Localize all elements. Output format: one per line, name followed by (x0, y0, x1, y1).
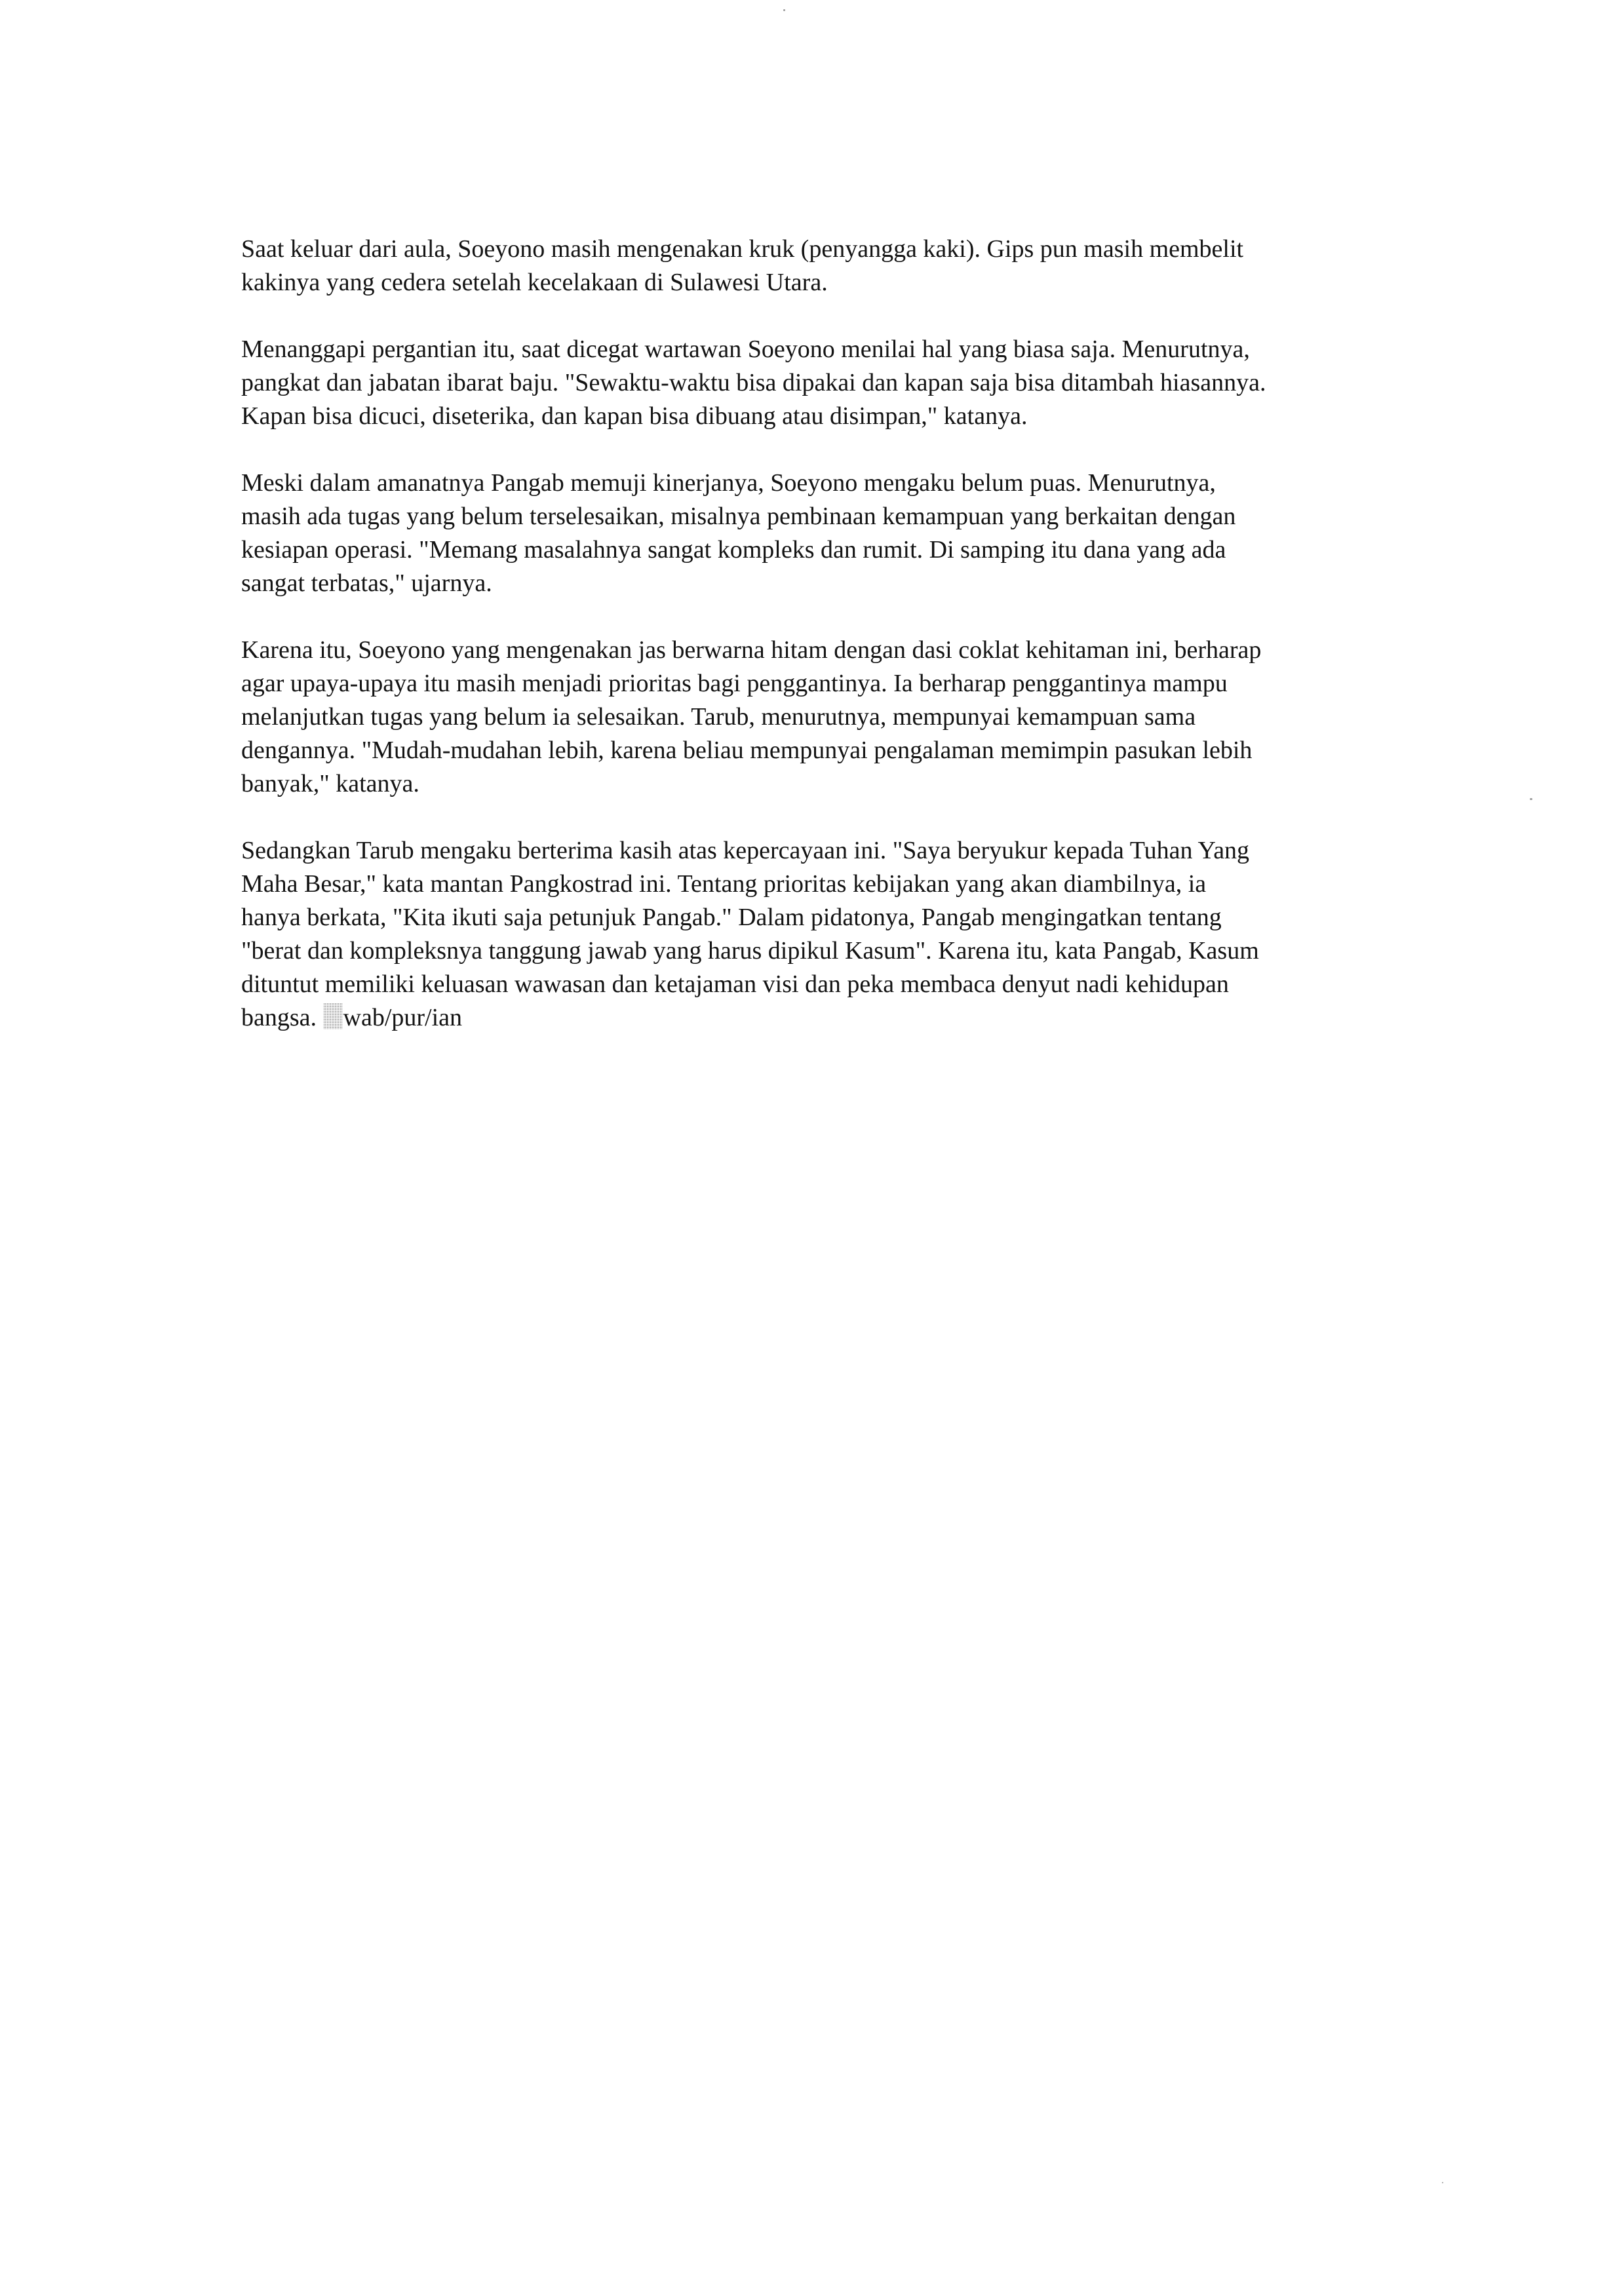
redaction-mark (323, 1003, 343, 1029)
scan-speck (1442, 2182, 1443, 2183)
scan-speck (1530, 798, 1532, 800)
paragraph-1: Saat keluar dari aula, Soeyono masih mengenakan kruk (penyangga kaki). Gips pun masih membelit kakinya yang cedera setelah kecelakaan di Sulawesi Utara. (241, 235, 1244, 296)
byline: wab/pur/ian (343, 1004, 463, 1031)
paragraph-3: Meski dalam amanatnya Pangab memuji kinerjanya, Soeyono mengaku belum puas. Menurutnya, masih ada tugas yang belum terselesaikan, misalnya pembinaan kemampuan yang berkaitan dengan kesiapan operasi. "Memang masalahnya sangat kompleks dan rumit. Di samping itu dana yang ada sangat terbatas," ujarnya. (241, 469, 1236, 597)
scan-speck (783, 9, 785, 11)
paragraph-4: Karena itu, Soeyono yang mengenakan jas berwarna hitam dengan dasi coklat kehitaman ini, berharap agar upaya-upaya itu masih menjadi prioritas bagi penggantinya. Ia berharap penggantinya mampu melanjutkan tugas yang belum ia selesaikan. Tarub, menurutnya, mempunyai kemampuan sama dengannya. "Mudah-mudahan lebih, karena beliau mempunyai pengalaman memimpin pasukan lebih banyak," katanya. (241, 636, 1262, 797)
paragraph-5-last-line: bangsa. (241, 1004, 323, 1031)
paragraph-5-text: Sedangkan Tarub mengaku berterima kasih atas kepercayaan ini. "Saya beryukur kepada Tuhan Yang Maha Besar," kata mantan Pangkostrad ini. Tentang prioritas kebijakan yang akan diambilnya, ia hanya berkata, "Kita ikuti saja petunjuk Pangab." Dalam pidatonya, Pangab mengingatkan tentang "berat dan kompleksnya tanggung jawab yang harus dipikul Kasum". Karena itu, kata Pangab, Kasum dituntut memiliki keluasan wawasan dan ketajaman visi dan peka membaca denyut nadi kehidupan (241, 837, 1259, 998)
article-body (241, 233, 1395, 1035)
paragraph-2: Menanggapi pergantian itu, saat dicegat wartawan Soeyono menilai hal yang biasa saja. Menurutnya, pangkat dan jabatan ibarat baju. "Sewaktu-waktu bisa dipakai dan kapan saja bisa ditambah hiasannya. Kapan bisa dicuci, diseterika, dan kapan bisa dibuang atau disimpan," katanya. (241, 335, 1266, 430)
paragraph-5 (241, 834, 1395, 1035)
